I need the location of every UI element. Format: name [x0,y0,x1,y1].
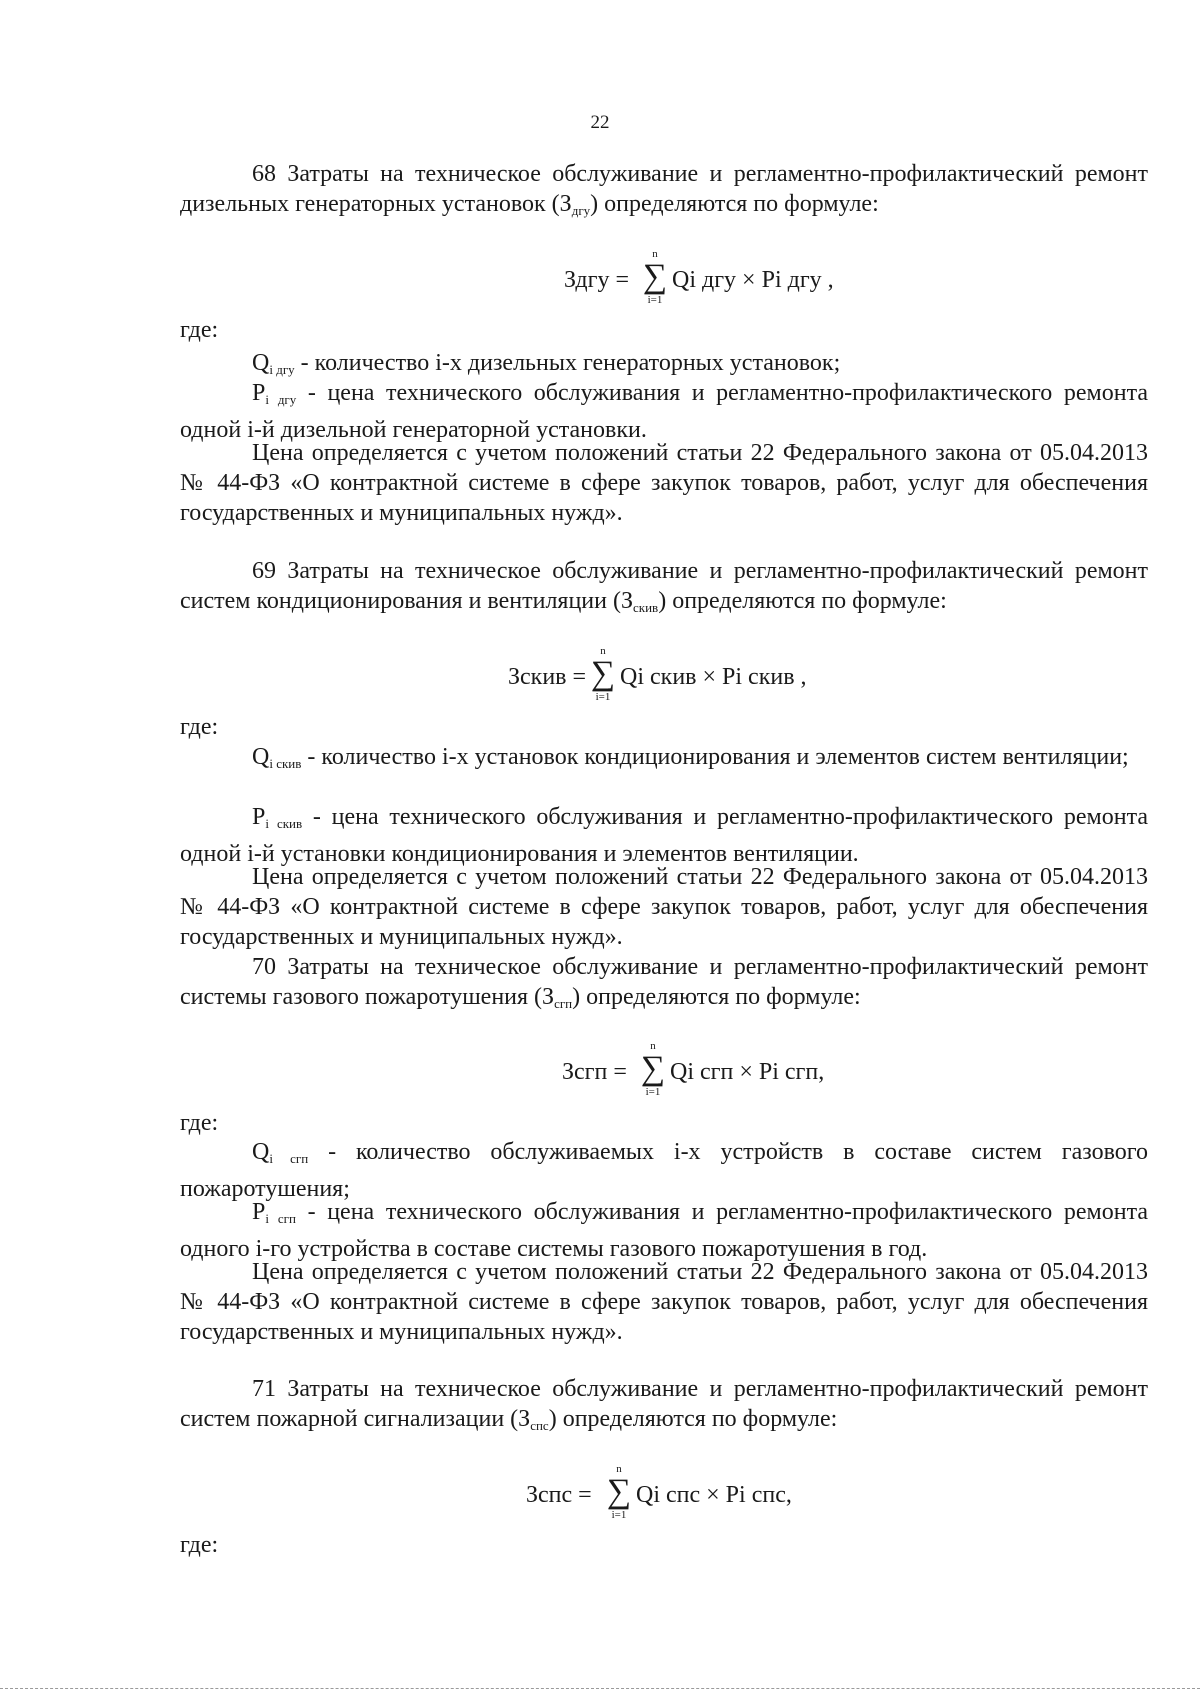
section-68-price-note: Цена определяется с учетом положений статьи 22 Федерального закона от 05.04.2013 № 44-ФЗ «О контрактной системе в сфере закупок товаров, работ, услуг для обеспечения государственных и муниципальных нужд». [180,440,1148,526]
page-bottom-rule [0,1688,1200,1691]
where-label: где: [180,317,219,343]
where-label: где: [180,1532,219,1558]
section-69-price-note: Цена определяется с учетом положений статьи 22 Федерального закона от 05.04.2013 № 44-ФЗ «О контрактной системе в сфере закупок товаров, работ, услуг для обеспечения государственных и муниципальных нужд». [180,864,1148,950]
section-70-p-definition: $P_{i сгп}$ - цена технического обслуживания и регламентно-профилактического ремонта одного i-го устройства в составе системы газового пожаротушения в год. [180,1199,1149,1262]
sum-operator: n ∑ i=1 [606,1463,632,1521]
sum-operator: n ∑ i=1 [590,645,616,703]
formula-rhs: Qi скив × Pi скив , [620,664,807,690]
sum-operator: n ∑ i=1 [642,248,668,306]
section-70-q-definition: $Q_{i сгп}$ - количество обслуживаемых i-х устройств в составе систем газового пожаротушения; [180,1139,1149,1202]
section-68-p-definition: $P_{i дгу}$ - цена технического обслуживания и регламентно-профилактического ремонта одной i-й дизельной генераторной установки. [180,380,1148,443]
section-70-intro: 70 Затраты на техническое обслуживание и регламентно-профилактический ремонт системы газового пожаротушения $(З_{сгп})$ определяются по формуле: [180,954,1148,1011]
section-69-p-definition: $P_{i скив}$ - цена технического обслуживания и регламентно-профилактического ремонта одной i-й установки кондиционирования и элементов вентиляции. [180,804,1148,867]
page-number: 22 [590,112,610,133]
formula-rhs: Qi спс × Pi спс, [636,1482,792,1508]
section-68-intro: 68 Затраты на техническое обслуживание и регламентно-профилактический ремонт дизельных генераторных установок $(З_{дгу})$ определяются по формуле: [180,161,1148,218]
formula-rhs: Qi сгп × Pi сгп, [670,1059,825,1085]
formula-lhs: Зскив = [508,664,587,690]
formula-lhs: Здгу = [564,267,630,293]
where-label: где: [180,714,219,740]
where-label: где: [180,1110,219,1136]
sum-operator: n ∑ i=1 [640,1040,666,1098]
section-70-price-note: Цена определяется с учетом положений статьи 22 Федерального закона от 05.04.2013 № 44-ФЗ «О контрактной системе в сфере закупок товаров, работ, услуг для обеспечения государственных и муниципальных нужд». [180,1259,1148,1345]
formula-lhs: Зспс = [526,1482,592,1508]
formula-lhs: Зсгп = [562,1059,627,1085]
section-69-q-definition: $Q_{i скив}$ - количество i-х установок кондиционирования и элементов систем вентиляции; [252,744,1129,771]
section-68-q-definition: $Q_{i дгу}$ - количество i-х дизельных генераторных установок; [252,350,841,377]
formula-rhs: Qi дгу × Pi дгу , [672,267,834,293]
section-69-intro: 69 Затраты на техническое обслуживание и регламентно-профилактический ремонт систем кондиционирования и вентиляции $(З_{скив})$ определяются по формуле: [180,558,1148,615]
section-71-intro: 71 Затраты на техническое обслуживание и регламентно-профилактический ремонт систем пожарной сигнализации $(З_{спс})$ определяются по формуле: [180,1376,1148,1433]
